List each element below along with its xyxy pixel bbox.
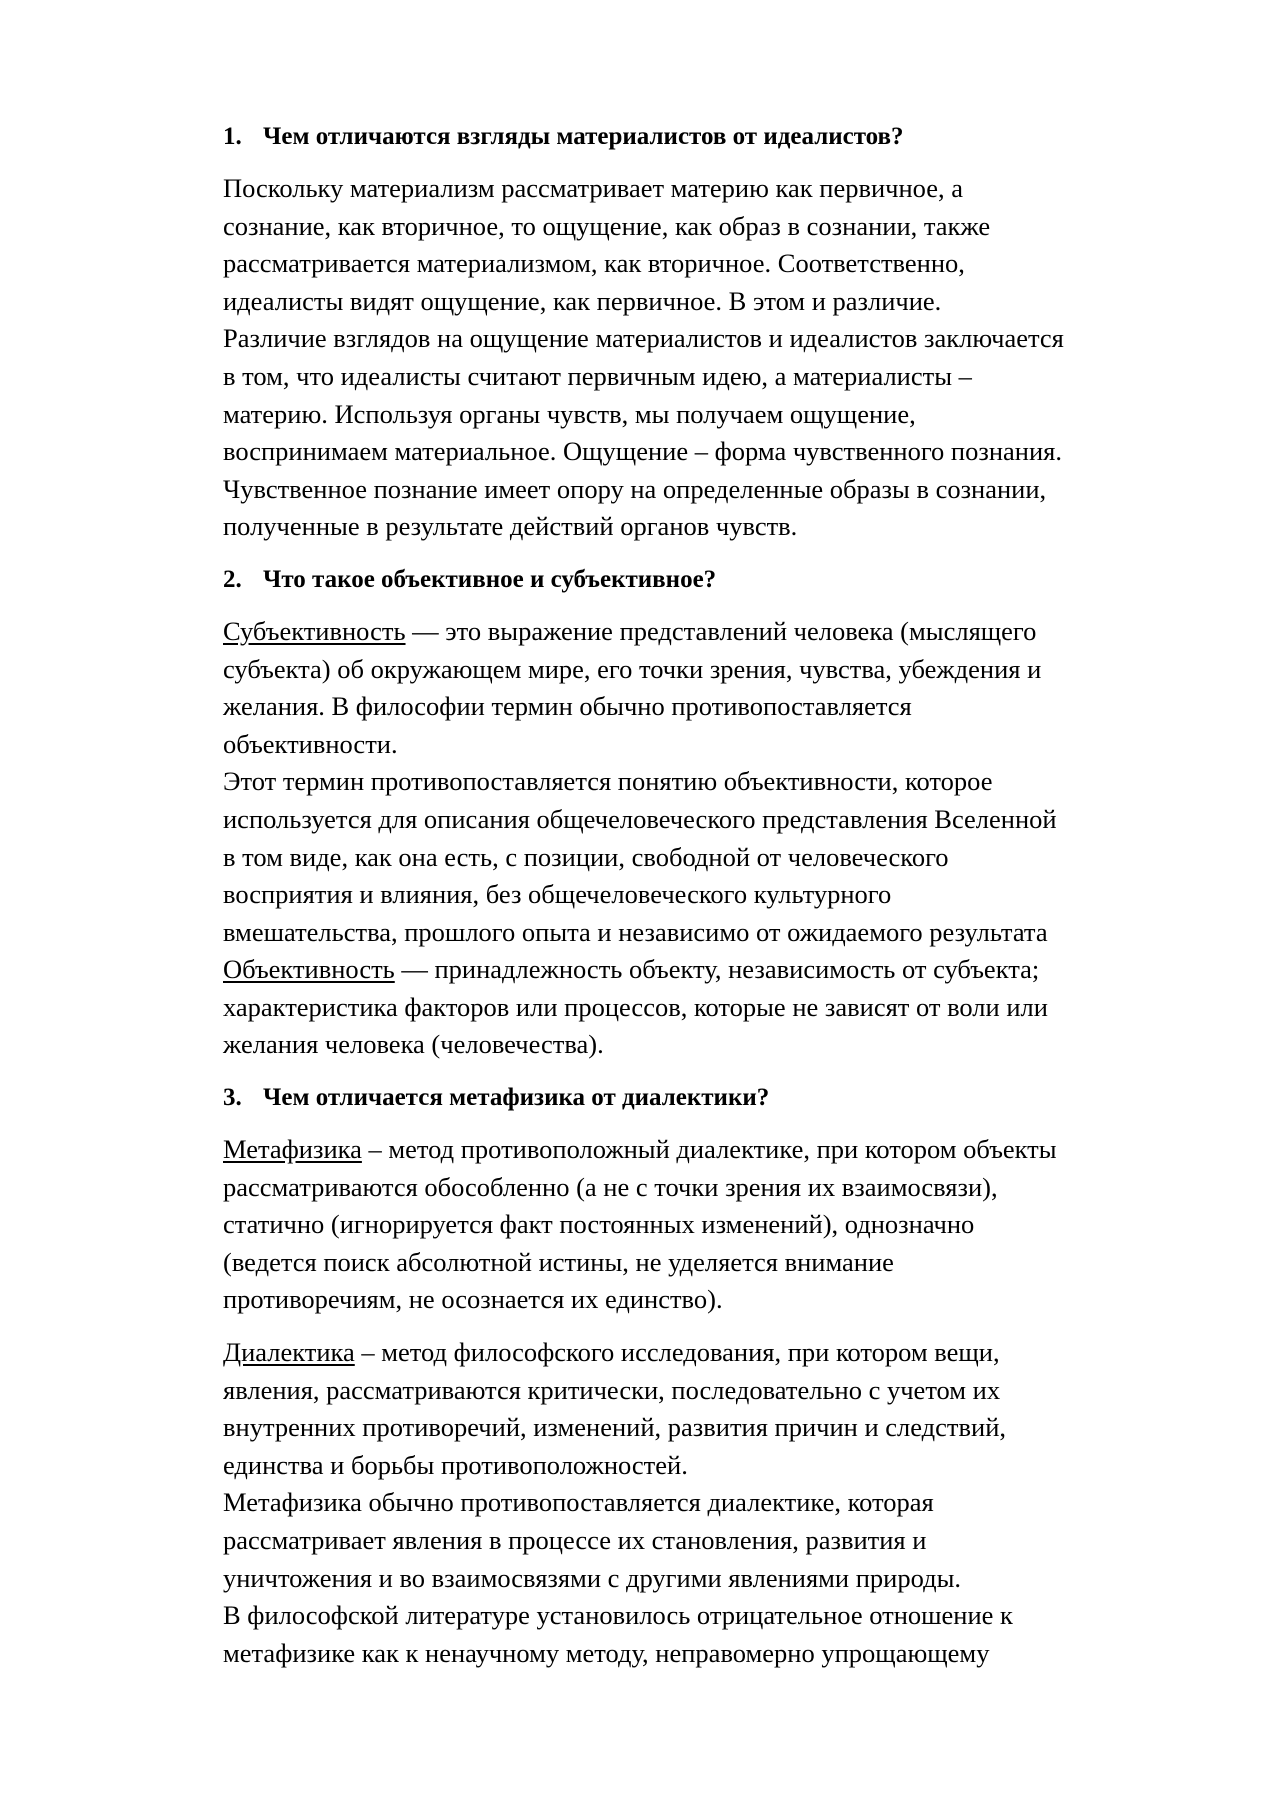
- text-line: сознание, как вторичное, то ощущение, как образ в сознании, также: [223, 210, 991, 241]
- question-text: Чем отличается метафизика от диалектики?: [263, 1084, 770, 1112]
- text-line: материю. Используя органы чувств, мы получаем ощущение,: [223, 398, 916, 429]
- text-line: Различие взглядов на ощущение материалистов и идеалистов заключается: [223, 323, 1064, 354]
- answer-paragraph-4: [223, 1334, 1203, 1672]
- term-definition: – метод философского исследования, при котором вещи,: [354, 1337, 1000, 1368]
- answer-paragraph-2: [223, 613, 1203, 1064]
- text-line: рассматривает явления в процессе их становления, развития и: [223, 1525, 927, 1555]
- text-line: [223, 1131, 1203, 1169]
- term-definition: — это выражение представлений человека (мыслящего: [405, 615, 1037, 646]
- text-line: желания человека (человечества).: [223, 1029, 604, 1060]
- text-line: метафизике как к ненаучному методу, неправомерно упрощающему: [223, 1637, 990, 1668]
- text-line: воспринимаем материальное. Ощущение – форма чувственного познания.: [223, 436, 1062, 467]
- question-heading-1: [223, 118, 1203, 155]
- text-line: явления, рассматриваются критически, последовательно с учетом их: [223, 1374, 1001, 1405]
- text-line: [223, 613, 1203, 651]
- term-definition: – метод противоположный диалектике, при котором объекты: [361, 1134, 1057, 1165]
- question-heading-2: [223, 561, 1203, 598]
- term-metaphysics: Метафизика: [223, 1134, 362, 1165]
- text-line: внутренних противоречий, изменений, развития причин и следствий,: [223, 1412, 1007, 1443]
- question-number: 2.: [223, 565, 242, 593]
- question-number: 1.: [223, 123, 242, 150]
- term-subjectivity: Субъективность: [223, 615, 406, 646]
- question-heading-3: [223, 1079, 1203, 1116]
- text-line: в том, что идеалисты считают первичным идею, а материалисты –: [223, 360, 972, 391]
- question-number: 3.: [223, 1084, 242, 1112]
- text-line: противоречиям, не осознается их единство).: [223, 1284, 723, 1315]
- text-line: используется для описания общечеловеческого представления Вселенной: [223, 803, 1057, 834]
- text-line: (ведется поиск абсолютной истины, не уделяется внимание: [223, 1246, 894, 1277]
- text-line: Этот термин противопоставляется понятию объективности, которое: [223, 766, 993, 797]
- question-text: Что такое объективное и субъективное?: [263, 565, 717, 593]
- text-line: [223, 1334, 1203, 1372]
- text-line: вмешательства, прошлого опыта и независимо от ожидаемого результата: [223, 916, 1048, 947]
- text-line: идеалисты видят ощущение, как первичное. В этом и различие.: [223, 285, 942, 316]
- term-dialectics: Диалектика: [223, 1337, 355, 1368]
- text-line: В философской литературе установилось отрицательное отношение к: [223, 1600, 1013, 1631]
- text-line: желания. В философии термин обычно противопоставляется: [223, 691, 912, 722]
- document-page: [223, 118, 1203, 1672]
- text-line: Метафизика обычно противопоставляется диалектике, которая: [223, 1487, 934, 1518]
- text-line: рассматривается материализмом, как вторичное. Соответственно,: [223, 248, 965, 279]
- text-line: Чувственное познание имеет опору на определенные образы в сознании,: [223, 473, 1047, 504]
- text-line: характеристика факторов или процессов, которые не зависят от воли или: [223, 991, 1048, 1022]
- text-line: уничтожения и во взаимосвязями с другими явлениями природы.: [223, 1562, 962, 1593]
- term-definition: — принадлежность объекту, независимость от субъекта;: [394, 954, 1040, 985]
- text-line: [223, 951, 1203, 989]
- text-line: рассматриваются обособленно (а не с точки зрения их взаимосвязи),: [223, 1171, 998, 1202]
- term-objectivity: Объективность: [223, 954, 395, 985]
- text-line: восприятия и влияния, без общечеловеческого культурного: [223, 879, 892, 910]
- text-line: единства и борьбы противоположностей.: [223, 1449, 688, 1480]
- text-line: Поскольку материализм рассматривает материю как первичное, а: [223, 173, 964, 203]
- answer-paragraph-1: [223, 170, 1203, 546]
- text-line: полученные в результате действий органов чувств.: [223, 511, 798, 542]
- text-line: объективности.: [223, 728, 398, 759]
- text-line: статично (игнорируется факт постоянных изменений), однозначно: [223, 1209, 975, 1240]
- question-text: Чем отличаются взгляды материалистов от идеалистов?: [263, 123, 904, 150]
- answer-paragraph-3: [223, 1131, 1203, 1319]
- text-line: субъекта) об окружающем мире, его точки зрения, чувства, убеждения и: [223, 653, 1042, 684]
- text-line: в том виде, как она есть, с позиции, свободной от человеческого: [223, 841, 949, 872]
